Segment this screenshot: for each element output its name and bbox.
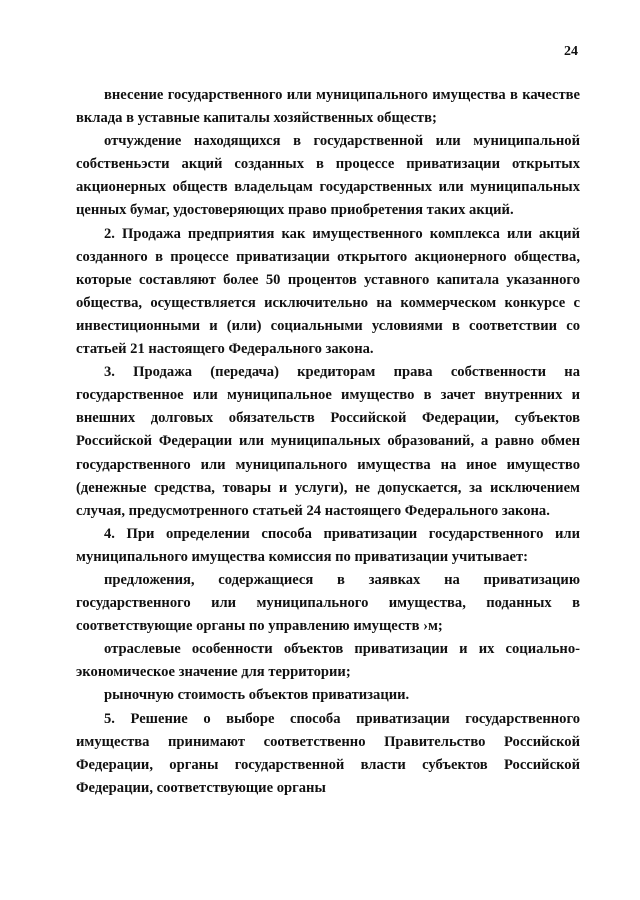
paragraph-share-alienation: отчуждение находящихся в государственной или муниципальной собственьэсти акций созданных в процессе приватизации открытых акционерных обществ владельцам государственных или муниципальных ценных бумаг, удостоверяющих право приобретения таких акций. <box>76 133 580 219</box>
paragraph-item-3: 3. Продажа (передача) кредиторам права собственности на государственное или муниципальное имущество в зачет внутренних и внешних долговых обязательств Российской Федерации, субъектов Российской Федерации или муниципальных образований, а равно обмен государственного или муниципального имущества на иное имущество (денежные средства, товары и услуги), не допускается, за исключением случая, предусмотренного статьей 24 настоящего Федерального закона. <box>76 364 580 519</box>
paragraph-proposals: предложения, содержащиеся в заявках на приватизацию государственного или муниципального имущества, поданных в соответствующие органы по управлению имуществ ›м; <box>76 571 580 635</box>
document-body <box>76 84 580 800</box>
paragraph-market-value: рыночную стоимость объектов приватизации. <box>104 687 410 704</box>
paragraph-industry-features: отраслевые особенности объектов приватизации и их социально-экономическое значение для территории; <box>76 641 580 681</box>
paragraph-contribution: внесение государственного или муниципального имущества в качестве вклада в уставные капиталы хозяйственных обществ; <box>76 87 580 127</box>
page-number: 24 <box>564 44 578 59</box>
paragraph-item-2: 2. Продажа предприятия как имущественного комплекса или акций созданного в процессе приватизации открытого акционерного общества, которые составляют более 50 процентов уставного капитала указанного общества, осуществляется исключительно на коммерческом конкурсе с инвестиционными и (или) социальными условиями в соответствии со статьей 21 настоящего Федерального закона. <box>76 225 580 358</box>
paragraph-item-5: 5. Решение о выборе способа приватизации государственного имущества принимают соответственно Правительство Российской Федерации, органы государственной власти субъектов Российской Федерации, соответствующие органы <box>76 710 580 796</box>
paragraph-item-4: 4. При определении способа приватизации государственного или муниципального имущества комиссия по приватизации учитывает: <box>76 525 580 565</box>
